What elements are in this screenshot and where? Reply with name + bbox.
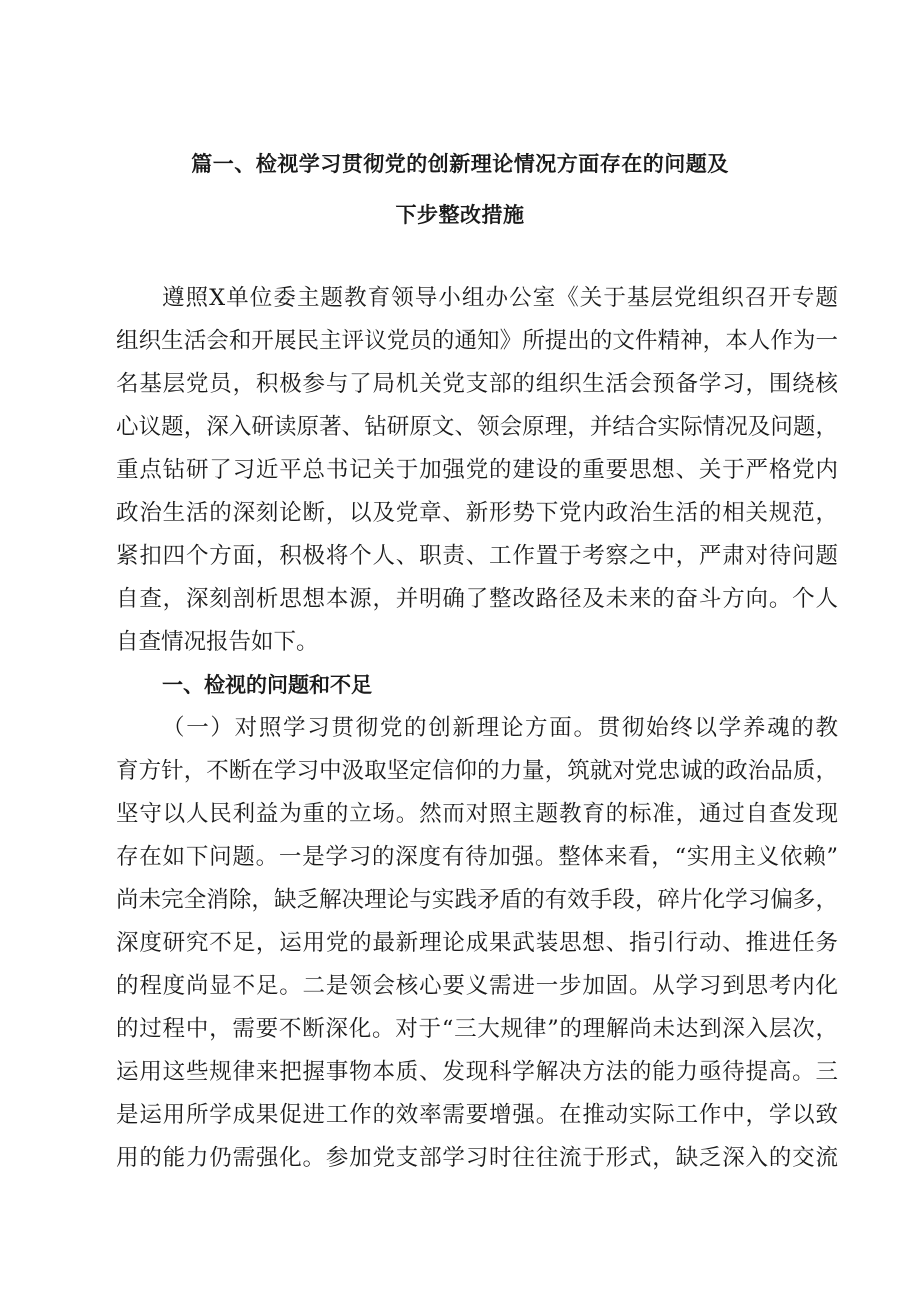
intro-paragraph-line: 自查情况报告如下。 bbox=[116, 629, 319, 655]
section-paragraph-line: 尚未完全消除，缺乏解决理论与实践矛盾的有效手段，碎片化学习偏多， bbox=[116, 887, 838, 913]
intro-paragraph-line: 紧扣四个方面，积极将个人、职责、工作置于考察之中，严肃对待问题 bbox=[116, 543, 838, 569]
section-paragraph-line: 是运用所学成果促进工作的效率需要增强。在推动实际工作中，学以致 bbox=[116, 1102, 838, 1128]
section-paragraph-line: 坚守以人民利益为重的立场。然而对照主题教育的标准，通过自查发现 bbox=[116, 801, 838, 827]
section-paragraph-line: 深度研究不足，运用党的最新理论成果武装思想、指引行动、推进任务 bbox=[116, 930, 838, 956]
document-title-line-2: 下步整改措施 bbox=[395, 203, 525, 227]
section-paragraph-line: 的过程中，需要不断深化。对于“三大规律”的理解尚未达到深入层次， bbox=[116, 1016, 838, 1042]
intro-paragraph-line: 重点钻研了习近平总书记关于加强党的建设的重要思想、关于严格党内 bbox=[116, 457, 838, 483]
section-paragraph-line: 育方针，不断在学习中汲取坚定信仰的力量，筑就对党忠诚的政治品质， bbox=[116, 758, 838, 784]
section-paragraph-line: 运用这些规律来把握事物本质、发现科学解决方法的能力亟待提高。三 bbox=[116, 1059, 838, 1085]
document-title-line-1: 篇一、检视学习贯彻党的创新理论情况方面存在的问题及 bbox=[191, 152, 729, 176]
section-paragraph-line: 用的能力仍需强化。参加党支部学习时往往流于形式，缺乏深入的交流 bbox=[116, 1145, 838, 1171]
intro-paragraph-line: 政治生活的深刻论断，以及党章、新形势下党内政治生活的相关规范， bbox=[116, 500, 838, 526]
intro-paragraph-line: 心议题，深入研读原著、钻研原文、领会原理，并结合实际情况及问题， bbox=[116, 414, 838, 440]
section-paragraph-line: 存在如下问题。一是学习的深度有待加强。整体来看，“实用主义依赖” bbox=[116, 844, 838, 870]
section-paragraph-line: 的程度尚显不足。二是领会核心要义需进一步加固。从学习到思考内化 bbox=[116, 973, 838, 999]
section-heading: 一、检视的问题和不足 bbox=[162, 673, 372, 697]
intro-paragraph-line: 遵照X单位委主题教育领导小组办公室《关于基层党组织召开专题 bbox=[162, 285, 838, 311]
intro-paragraph-line: 自查，深刻剖析思想本源，并明确了整改路径及未来的奋斗方向。个人 bbox=[116, 586, 838, 612]
intro-paragraph-line: 组织生活会和开展民主评议党员的通知》所提出的文件精神，本人作为一 bbox=[116, 328, 838, 354]
intro-paragraph-line: 名基层党员，积极参与了局机关党支部的组织生活会预备学习，围绕核 bbox=[116, 371, 838, 397]
section-paragraph-line: （一）对照学习贯彻党的创新理论方面。贯彻始终以学养魂的教 bbox=[162, 715, 838, 741]
